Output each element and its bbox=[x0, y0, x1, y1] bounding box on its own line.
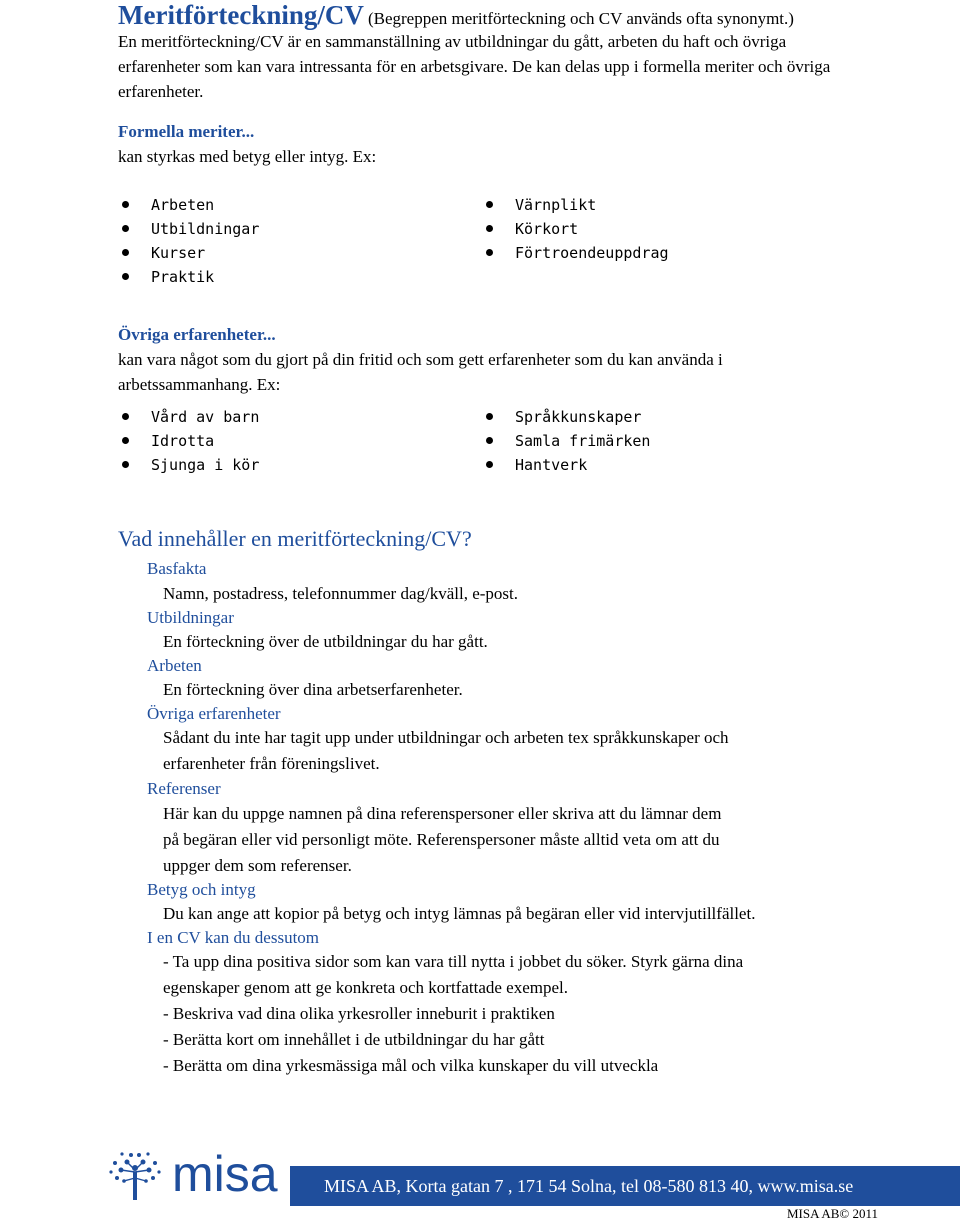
section-title-referenser: Referenser bbox=[147, 779, 221, 798]
list-item: Praktik bbox=[118, 265, 478, 289]
list-item: Vård av barn bbox=[118, 405, 478, 429]
list-item: Körkort bbox=[482, 217, 842, 241]
list-item: Sjunga i kör bbox=[118, 453, 478, 477]
section-line: - Berätta kort om innehållet i de utbildningar du har gått bbox=[163, 1030, 545, 1049]
page-header bbox=[118, 0, 948, 104]
contents-heading: Vad innehåller en meritförteckning/CV? bbox=[118, 526, 472, 551]
section-line: En förteckning över dina arbetserfarenheter. bbox=[163, 680, 463, 699]
list-item: Utbildningar bbox=[118, 217, 478, 241]
section-line: Du kan ange att kopior på betyg och intyg lämnas på begäran eller vid intervjutillfället. bbox=[163, 904, 756, 923]
section-line: uppger dem som referenser. bbox=[163, 856, 352, 875]
section-line: på begäran eller vid personligt möte. Referenspersoner måste alltid veta om att du bbox=[163, 830, 720, 849]
list-item: Värnplikt bbox=[482, 193, 842, 217]
other-list-right bbox=[482, 405, 842, 477]
misa-logo-icon bbox=[100, 1148, 170, 1204]
list-item: Arbeten bbox=[118, 193, 478, 217]
formal-list-right bbox=[482, 193, 842, 265]
other-list-left bbox=[118, 405, 478, 477]
section-title-ovriga: Övriga erfarenheter bbox=[147, 704, 281, 723]
list-item: Hantverk bbox=[482, 453, 842, 477]
list-item: Kurser bbox=[118, 241, 478, 265]
section-title-arbeten: Arbeten bbox=[147, 656, 202, 675]
formal-heading: Formella meriter... bbox=[118, 122, 255, 141]
list-item: Förtroendeuppdrag bbox=[482, 241, 842, 265]
list-item: Idrotta bbox=[118, 429, 478, 453]
section-line: - Ta upp dina positiva sidor som kan vara till nytta i jobbet du söker. Styrk gärna dina bbox=[163, 952, 744, 971]
other-desc: kan vara något som du gjort på din fritid och som gett erfarenheter som du kan använda i arbetssammanhang. Ex: bbox=[118, 350, 723, 394]
other-section bbox=[118, 323, 838, 397]
section-line: egenskaper genom att ge konkreta och kortfattade exempel. bbox=[163, 978, 568, 997]
misa-logo: misa bbox=[172, 1146, 278, 1202]
footer-contact-bar bbox=[290, 1166, 960, 1206]
section-line: - Berätta om dina yrkesmässiga mål och vilka kunskaper du vill utveckla bbox=[163, 1056, 659, 1075]
intro-paragraph: En meritförteckning/CV är en sammanställning av utbildningar du gått, arbeten du haft och övriga erfarenheter som kan vara intressanta för en arbetsgivare. De kan delas upp i formella meriter och övriga erfarenheter. bbox=[118, 32, 831, 101]
formal-list-left bbox=[118, 193, 478, 289]
section-line: Namn, postadress, telefonnummer dag/kväll, e-post. bbox=[163, 584, 519, 603]
copyright: MISA AB© 2011 bbox=[787, 1206, 879, 1221]
section-line: Här kan du uppge namnen på dina referenspersoner eller skriva att du lämnar dem bbox=[163, 804, 722, 823]
section-title-basfakta: Basfakta bbox=[147, 559, 207, 578]
formal-section bbox=[118, 120, 918, 169]
formal-desc: kan styrkas med betyg eller intyg. Ex: bbox=[118, 147, 377, 166]
title-note: (Begreppen meritförteckning och CV används ofta synonymt.) bbox=[367, 9, 794, 28]
page-title: Meritförteckning/CV bbox=[118, 0, 364, 30]
footer-contact: MISA AB, Korta gatan 7 , 171 54 Solna, tel 08-580 813 40, www.misa.se bbox=[324, 1176, 854, 1196]
section-line: erfarenheter från föreningslivet. bbox=[163, 754, 380, 773]
contents-body bbox=[147, 557, 937, 1079]
other-heading: Övriga erfarenheter... bbox=[118, 325, 276, 344]
section-line: Sådant du inte har tagit upp under utbildningar och arbeten tex språkkunskaper och bbox=[163, 728, 729, 747]
section-title-utbildningar: Utbildningar bbox=[147, 608, 234, 627]
section-line: - Beskriva vad dina olika yrkesroller inneburit i praktiken bbox=[163, 1004, 555, 1023]
title-line bbox=[118, 0, 948, 31]
list-item: Språkkunskaper bbox=[482, 405, 842, 429]
section-line: En förteckning över de utbildningar du har gått. bbox=[163, 632, 488, 651]
section-title-i-en-cv: I en CV kan du dessutom bbox=[147, 928, 320, 947]
list-item: Samla frimärken bbox=[482, 429, 842, 453]
section-title-betyg: Betyg och intyg bbox=[147, 880, 256, 899]
